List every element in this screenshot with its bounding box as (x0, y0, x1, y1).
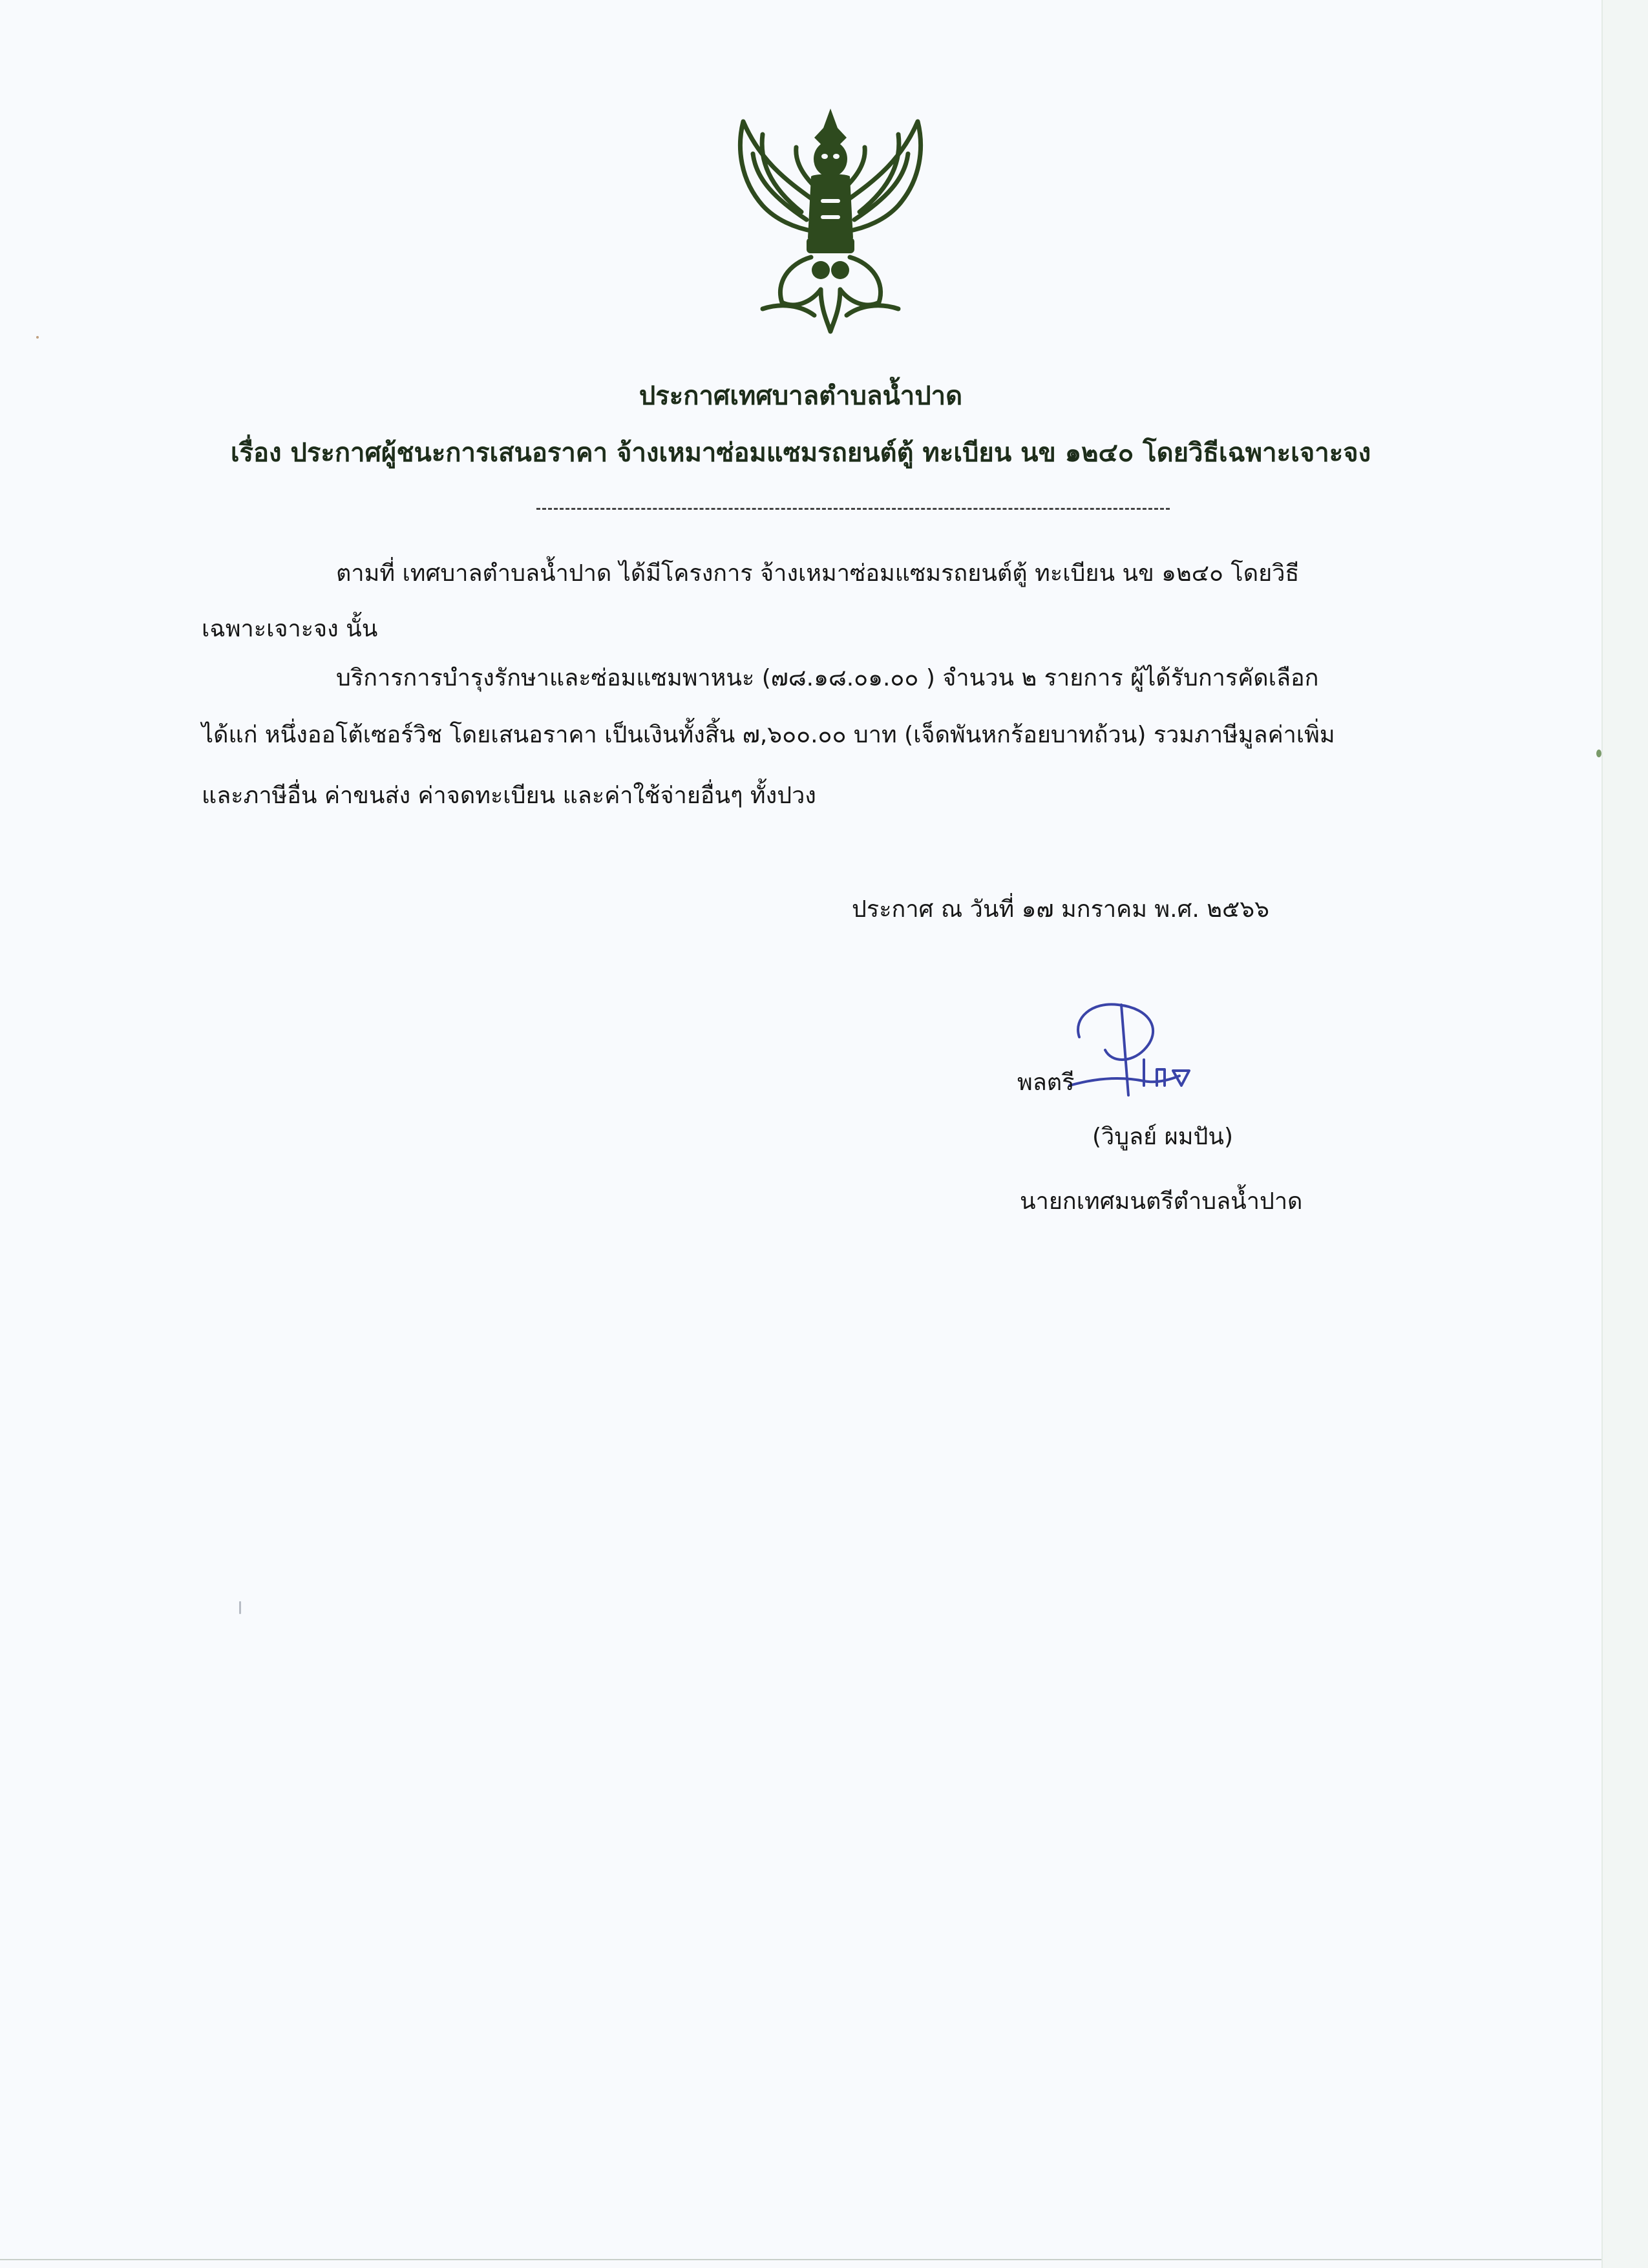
handwritten-signature-icon (1066, 998, 1215, 1102)
signer-name: (วิบูลย์ ผมปัน) (1092, 1124, 1234, 1150)
scan-speck (1596, 750, 1601, 757)
announcement-date: ประกาศ ณ วันที่ ๑๗ มกราคม พ.ศ. ๒๕๖๖ (852, 896, 1269, 923)
scan-bottom-edge (0, 2259, 1601, 2260)
signer-position: นายกเทศมนตรีตำบลน้ำปาด (1020, 1188, 1303, 1215)
paragraph-2-line-1: บริการการบำรุงรักษาและซ่อมแซมพาหนะ (๗๘.๑๘.๐๑.๐๐ ) จำนวน ๒ รายการ ผู้ได้รับการคัดเลือก (336, 665, 1319, 691)
separator-line (536, 508, 1170, 510)
scan-speck (239, 1601, 241, 1614)
paragraph-1-line-2: เฉพาะเจาะจง นั้น (202, 616, 378, 642)
scan-speck (36, 336, 39, 339)
announcement-title: ประกาศเทศบาลตำบลน้ำปาด (639, 381, 963, 411)
paragraph-2-line-2: ได้แก่ หนึ่งออโต้เซอร์วิช โดยเสนอราคา เป็นเงินทั้งสิ้น ๗,๖๐๐.๐๐ บาท (เจ็ดพันหกร้อยบาทถ้วน) รวมภาษีมูลค่าเพิ่ม (202, 722, 1335, 748)
signer-rank: พลตรี (1017, 1069, 1075, 1096)
paragraph-2-line-3: และภาษีอื่น ค่าขนส่ง ค่าจดทะเบียน และค่าใช้จ่ายอื่นๆ ทั้งปวง (202, 782, 816, 809)
paragraph-1-line-1: ตามที่ เทศบาลตำบลน้ำปาด ได้มีโครงการ จ้างเหมาซ่อมแซมรถยนต์ตู้ ทะเบียน นข ๑๒๔๐ โดยวิธี (336, 560, 1300, 587)
announcement-subject: เรื่อง ประกาศผู้ชนะการเสนอราคา จ้างเหมาซ่อมแซมรถยนต์ตู้ ทะเบียน นข ๑๒๔๐ โดยวิธีเฉพาะเจาะจง (230, 438, 1371, 468)
scan-edge (1601, 0, 1648, 2268)
garuda-emblem-icon (724, 109, 937, 336)
